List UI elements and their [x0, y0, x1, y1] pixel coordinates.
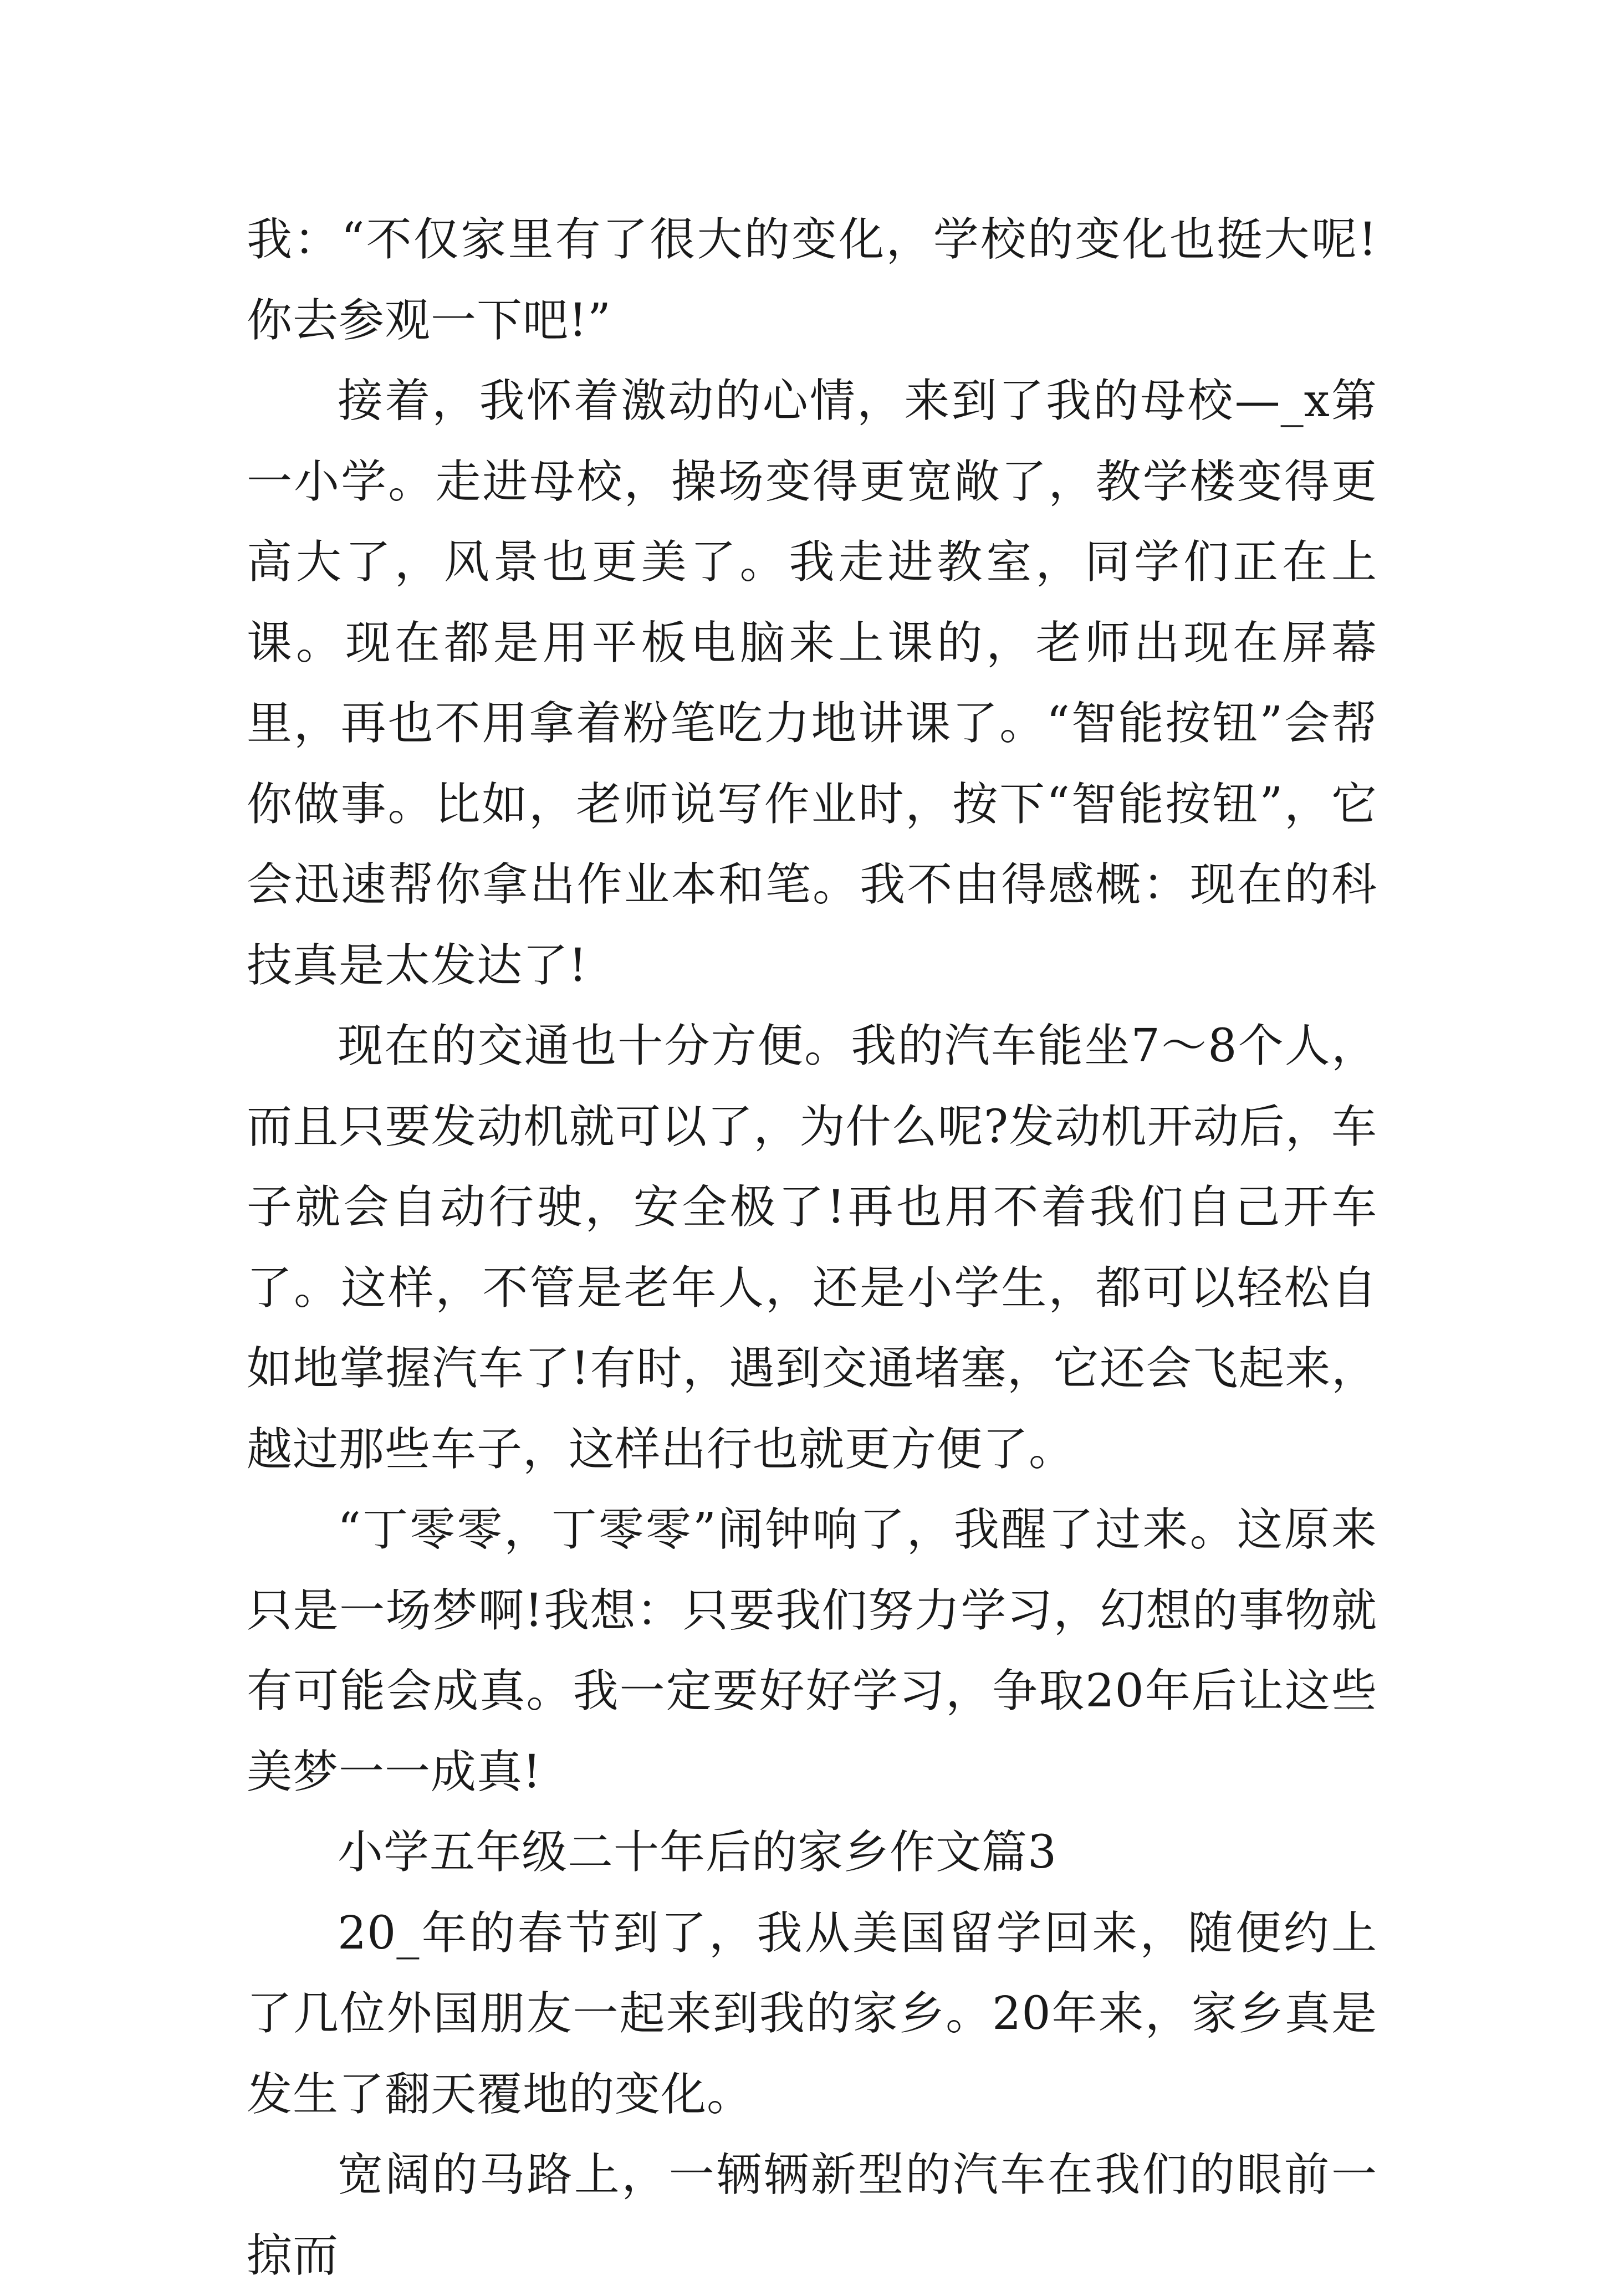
paragraph-road: 宽阔的马路上，一辆辆新型的汽车在我们的眼前一掠而	[247, 2149, 1377, 2282]
paragraph-transport: 现在的交通也十分方便。我的汽车能坐7～8个人，而且只要发动机就可以了，为什么呢?发动机开动后，车子就会自动行驶，安全极了!再也用不着我们自己开车了。这样，不管是老年人，还是小学生，都可以轻松自如地掌握汽车了!有时，遇到交通堵塞，它还会飞起来，越过那些车子，这样出行也就更方便了。	[247, 1020, 1377, 1476]
paragraph-school-visit: 接着，我怀着激动的心情，来到了我的母校—_x第一小学。走进母校，操场变得更宽敞了，教学楼变得更高大了，风景也更美了。我走进教室，同学们正在上课。现在都是用平板电脑来上课的，老师出现在屏幕里，再也不用拿着粉笔吃力地讲课了。“智能按钮”会帮你做事。比如，老师说写作业时，按下“智能按钮”，它会迅速帮你拿出作业本和笔。我不由得感概：现在的科技真是太发达了!	[247, 375, 1377, 992]
paragraph-dialogue: 我：“不仅家里有了很大的变化，学校的变化也挺大呢!你去参观一下吧!”	[247, 213, 1377, 347]
paragraph-spring-festival: 20_年的春节到了，我从美国留学回来，随便约上了几位外国朋友一起来到我的家乡。20年来，家乡真是发生了翻天覆地的变化。	[247, 1906, 1377, 2121]
paragraph-alarm-clock: “丁零零，丁零零”闹钟响了，我醒了过来。这原来只是一场梦啊!我想：只要我们努力学习，幻想的事物就有可能会成真。我一定要好好学习，争取20年后让这些美梦一一成真!	[247, 1504, 1377, 1798]
article-body	[247, 200, 1377, 2296]
section-heading: 小学五年级二十年后的家乡作文篇3	[338, 1826, 1058, 1879]
